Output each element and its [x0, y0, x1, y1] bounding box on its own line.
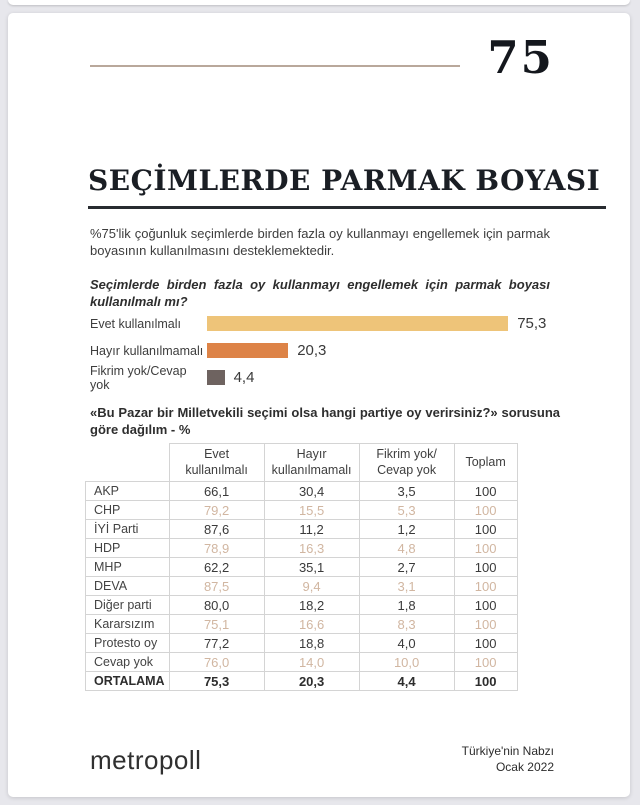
finger-paint-bar-chart	[90, 316, 570, 397]
footer-source-line1: Türkiye'nin Nabzı	[461, 744, 554, 758]
table-cell: 4,8	[359, 539, 454, 558]
table-header	[86, 444, 518, 482]
table-cell: 11,2	[264, 520, 359, 539]
bar-row	[90, 343, 570, 358]
bar	[207, 316, 508, 331]
intro-paragraph: %75'lik çoğunluk seçimlerde birden fazla oy kullanmayı engellemek için parmak boyasının kullanılmasını desteklemektedir.	[90, 226, 550, 259]
footer-source-line2: Ocak 2022	[495, 760, 554, 775]
bar-value: 4,4	[233, 369, 255, 386]
table-row	[86, 634, 518, 653]
table-cell: 9,4	[264, 577, 359, 596]
bar-row	[90, 363, 570, 392]
row-label: AKP	[86, 482, 170, 501]
column-header: Hayır kullanılmamalı	[264, 444, 359, 482]
table-cell: 78,9	[169, 539, 264, 558]
table-row	[86, 558, 518, 577]
table-row	[86, 539, 518, 558]
row-label: ORTALAMA	[86, 672, 170, 691]
report-page	[8, 13, 630, 797]
table-row	[86, 672, 518, 691]
footer-source	[462, 743, 554, 775]
previous-page-edge	[8, 0, 630, 5]
column-header: Toplam	[454, 444, 517, 482]
bar-row	[90, 316, 570, 331]
row-label: MHP	[86, 558, 170, 577]
table-cell: 100	[454, 672, 517, 691]
row-label: Diğer parti	[86, 596, 170, 615]
table-cell: 18,2	[264, 596, 359, 615]
table-cell: 1,2	[359, 520, 454, 539]
bar-label: Fikrim yok/Cevap yok	[90, 363, 187, 392]
table-cell: 3,1	[359, 577, 454, 596]
party-crosstab-table	[85, 443, 518, 691]
table-cell: 100	[454, 501, 517, 520]
table-cell: 5,3	[359, 501, 454, 520]
table-cell: 35,1	[264, 558, 359, 577]
table-row	[86, 615, 518, 634]
row-label: CHP	[86, 501, 170, 520]
table-cell: 100	[454, 653, 517, 672]
table-cell: 10,0	[359, 653, 454, 672]
page-title: SEÇİMLERDE PARMAK BOYASI	[88, 164, 606, 209]
table-cell: 87,6	[169, 520, 264, 539]
table-cell: 100	[454, 482, 517, 501]
table-cell: 100	[454, 596, 517, 615]
metropoll-logo: metropoll	[90, 745, 202, 775]
table-cell: 1,8	[359, 596, 454, 615]
column-header	[86, 444, 170, 482]
bar-value: 20,3	[297, 342, 327, 359]
column-header: Evet kullanılmalı	[169, 444, 264, 482]
table-row	[86, 501, 518, 520]
survey-question: Seçimlerde birden fazla oy kullanmayı engellemek için parmak boyası kullanılmalı mı?	[90, 277, 550, 309]
bar	[207, 370, 225, 385]
table-cell: 100	[454, 615, 517, 634]
table-cell: 100	[454, 558, 517, 577]
table-cell: 100	[454, 634, 517, 653]
table-cell: 80,0	[169, 596, 264, 615]
table-row	[86, 520, 518, 539]
table-cell: 75,3	[169, 672, 264, 691]
row-label: Protesto oy	[86, 634, 170, 653]
table-cell: 77,2	[169, 634, 264, 653]
table-row	[86, 653, 518, 672]
table-cell: 16,3	[264, 539, 359, 558]
table-cell: 62,2	[169, 558, 264, 577]
table-cell: 100	[454, 577, 517, 596]
table-cell: 4,4	[359, 672, 454, 691]
bar-label: Evet kullanılmalı	[90, 316, 182, 331]
row-label: Cevap yok	[86, 653, 170, 672]
bar-label: Hayır kullanılmamalı	[90, 343, 204, 358]
header-rule	[90, 65, 460, 67]
breakdown-note: «Bu Pazar bir Milletvekili seçimi olsa hangi partiye oy verirsiniz?» sorusuna göre dağılım - %	[90, 405, 560, 438]
table-cell: 2,7	[359, 558, 454, 577]
table-cell: 87,5	[169, 577, 264, 596]
table-cell: 20,3	[264, 672, 359, 691]
table-cell: 76,0	[169, 653, 264, 672]
bar-value: 75,3	[517, 315, 547, 332]
table-cell: 100	[454, 520, 517, 539]
table-cell: 75,1	[169, 615, 264, 634]
row-label: Kararsızım	[86, 615, 170, 634]
table-row	[86, 577, 518, 596]
row-label: DEVA	[86, 577, 170, 596]
table-cell: 15,5	[264, 501, 359, 520]
table-cell: 30,4	[264, 482, 359, 501]
column-header: Fikrim yok/ Cevap yok	[359, 444, 454, 482]
table-cell: 16,6	[264, 615, 359, 634]
bar	[207, 343, 288, 358]
row-label: İYİ Parti	[86, 520, 170, 539]
table-cell: 8,3	[359, 615, 454, 634]
table-row	[86, 482, 518, 501]
table-cell: 100	[454, 539, 517, 558]
table-cell: 14,0	[264, 653, 359, 672]
table-cell: 66,1	[169, 482, 264, 501]
table-cell: 3,5	[359, 482, 454, 501]
table-cell: 79,2	[169, 501, 264, 520]
row-label: HDP	[86, 539, 170, 558]
table-cell: 18,8	[264, 634, 359, 653]
table-body	[86, 482, 518, 691]
page-number: 75	[487, 31, 554, 84]
table-row	[86, 596, 518, 615]
table-cell: 4,0	[359, 634, 454, 653]
